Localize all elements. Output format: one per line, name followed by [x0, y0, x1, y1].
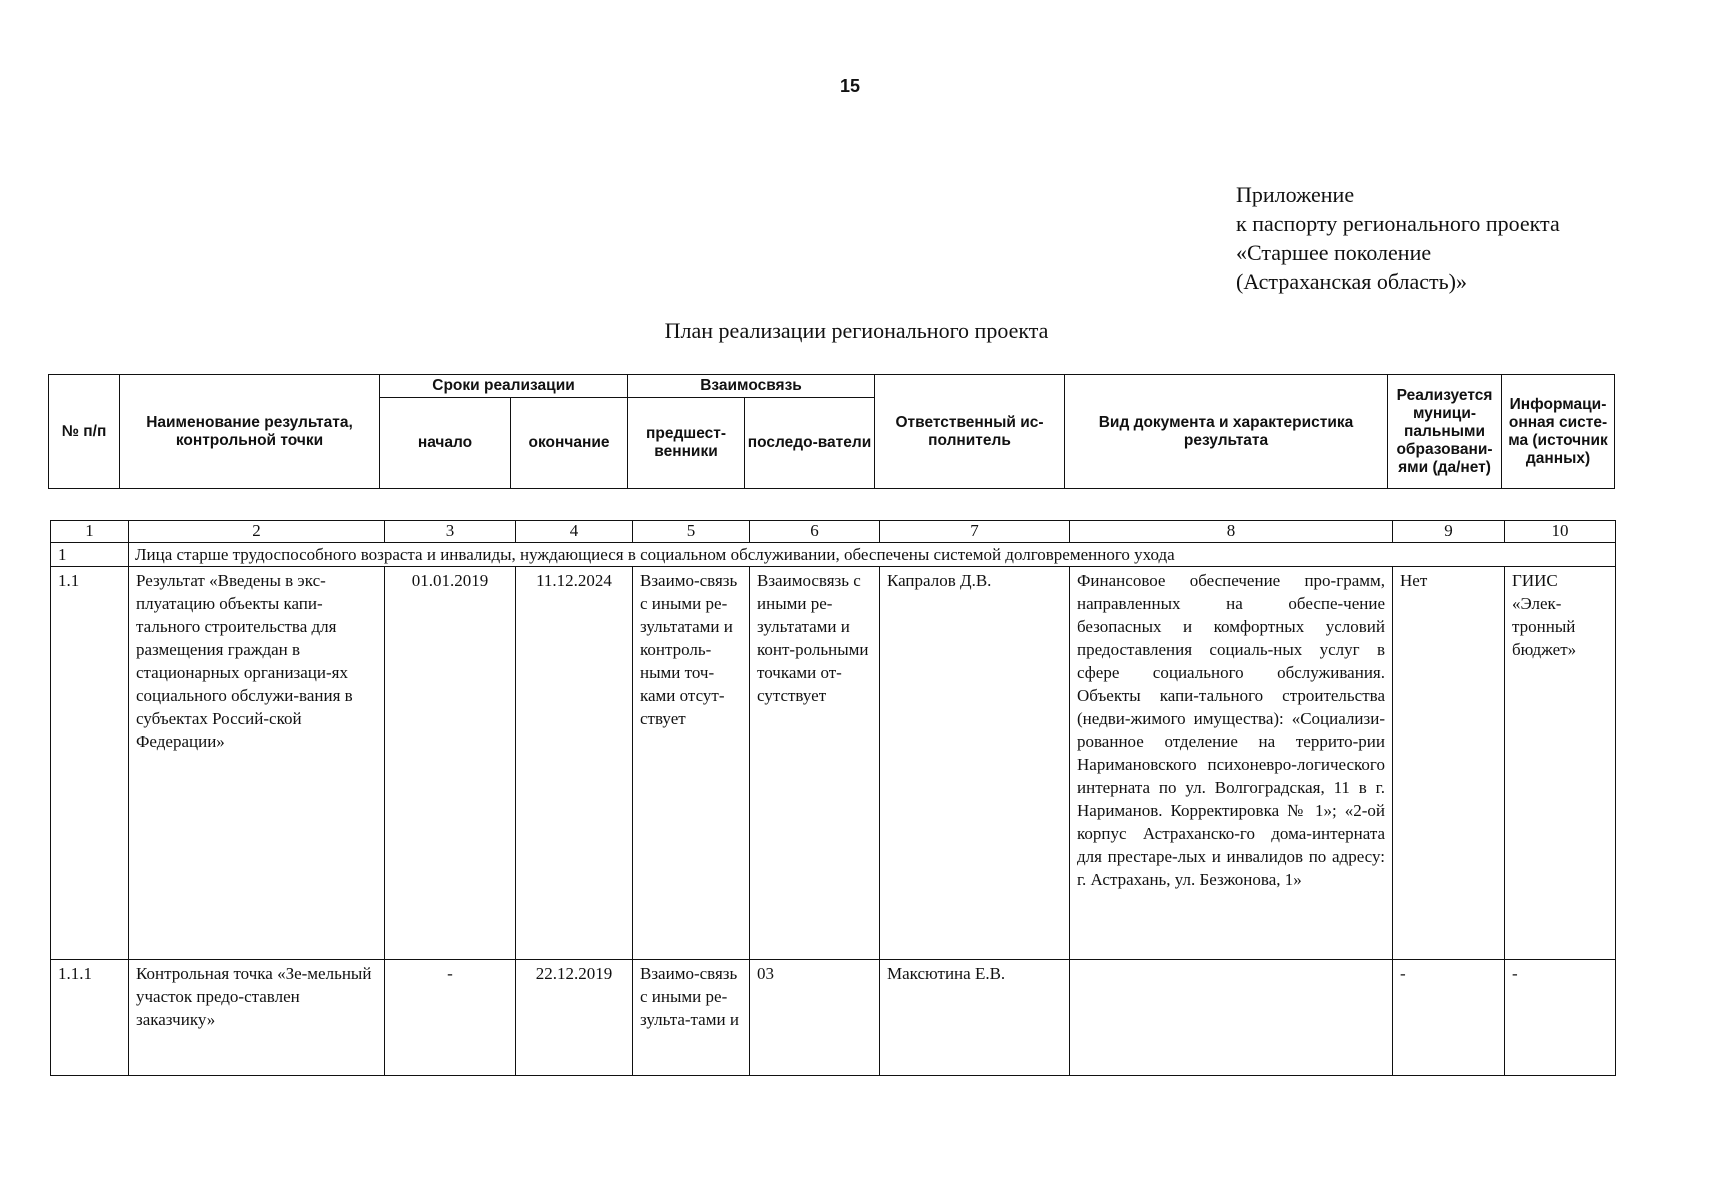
appendix-block [1236, 180, 1560, 296]
row-result-name: Результат «Введены в экс-плуатацию объекты капи-тального строительства для размещения граждан в стационарных организаци-ях социального обслужи-вания в субъектах Россий-ской Федерации» [129, 567, 385, 960]
appendix-line-2: к паспорту регионального проекта [1236, 211, 1560, 236]
row-number: 1.1 [51, 567, 129, 960]
column-number: 2 [129, 521, 385, 543]
row-end-date: 22.12.2019 [516, 960, 633, 1076]
header-col-doc-type: Вид документа и характеристика результата [1065, 375, 1388, 489]
row-municipal: - [1393, 960, 1505, 1076]
column-number-row [51, 521, 1616, 543]
row-doc-type: Финансовое обеспечение про-грамм, направленных на обеспе-чение безопасных и комфортных условий предоставления социаль-ных услуг в сфере социального обслуживания. Объекты капи-тального строительства (недви-жимого имущества): «Социализи-рованное отделение на террито-рии Наримановского психоневро-логического интерната по ул. Волгоградская, 11 в г. Нариманов. Корректировка № 1»; «2-ой корпус Астраханско-го дома-интерната для престаре-лых и инвалидов по адресу: г. Астрахань, ул. Безжонова, 1» [1070, 567, 1393, 960]
appendix-line-4: (Астраханская область)» [1236, 269, 1467, 294]
row-executor: Максютина Е.В. [880, 960, 1070, 1076]
row-municipal: Нет [1393, 567, 1505, 960]
document-title: План реализации регионального проекта [664, 318, 1049, 343]
header-col-predecessors: предшест-венники [628, 398, 745, 489]
row-number: 1.1.1 [51, 960, 129, 1076]
row-start-date: - [385, 960, 516, 1076]
section-row [51, 543, 1616, 567]
page-number: 15 [839, 76, 861, 96]
header-col-num: № п/п [49, 375, 120, 489]
column-number: 1 [51, 521, 129, 543]
row-doc-type [1070, 960, 1393, 1076]
header-col-info-system: Информаци-онная систе-ма (источник данных) [1502, 375, 1615, 489]
header-table [48, 374, 1615, 489]
header-col-start: начало [380, 398, 511, 489]
section-number: 1 [51, 543, 129, 567]
row-predecessors: Взаимо-связь с иными ре-зульта-тами и [633, 960, 750, 1076]
column-number: 7 [880, 521, 1070, 543]
header-col-municipal: Реализуется муници-пальными образовани-ями (да/нет) [1388, 375, 1502, 489]
row-info-system: - [1505, 960, 1616, 1076]
header-col-end: окончание [511, 398, 628, 489]
header-col-executor: Ответственный ис-полнитель [875, 375, 1065, 489]
appendix-line-1: Приложение [1236, 182, 1355, 207]
column-number: 8 [1070, 521, 1393, 543]
plan-table [50, 520, 1616, 1076]
section-title: Лица старше трудоспособного возраста и инвалиды, нуждающиеся в социальном обслуживании, обеспечены системой долговременного ухода [129, 543, 1616, 567]
column-number: 9 [1393, 521, 1505, 543]
table-row [51, 567, 1616, 960]
row-successors: 03 [750, 960, 880, 1076]
header-group-relation: Взаимосвязь [628, 375, 875, 398]
column-number: 4 [516, 521, 633, 543]
column-number: 5 [633, 521, 750, 543]
row-end-date: 11.12.2024 [516, 567, 633, 960]
column-number: 3 [385, 521, 516, 543]
row-successors: Взаимосвязь с иными ре-зультатами и конт-рольными точками от-сутствует [750, 567, 880, 960]
row-info-system: ГИИС «Элек-тронный бюджет» [1505, 567, 1616, 960]
table-row [51, 960, 1616, 1076]
row-executor: Капралов Д.В. [880, 567, 1070, 960]
column-number: 10 [1505, 521, 1616, 543]
header-group-terms: Сроки реализации [380, 375, 628, 398]
row-predecessors: Взаимо-связь с иными ре-зультатами и контроль-ными точ-ками отсут-ствует [633, 567, 750, 960]
header-col-successors: последо-ватели [745, 398, 875, 489]
column-number: 6 [750, 521, 880, 543]
header-col-name: Наименование результата, контрольной точки [120, 375, 380, 489]
row-result-name: Контрольная точка «Зе-мельный участок предо-ставлен заказчику» [129, 960, 385, 1076]
row-start-date: 01.01.2019 [385, 567, 516, 960]
appendix-line-3: «Старшее поколение [1236, 240, 1432, 265]
